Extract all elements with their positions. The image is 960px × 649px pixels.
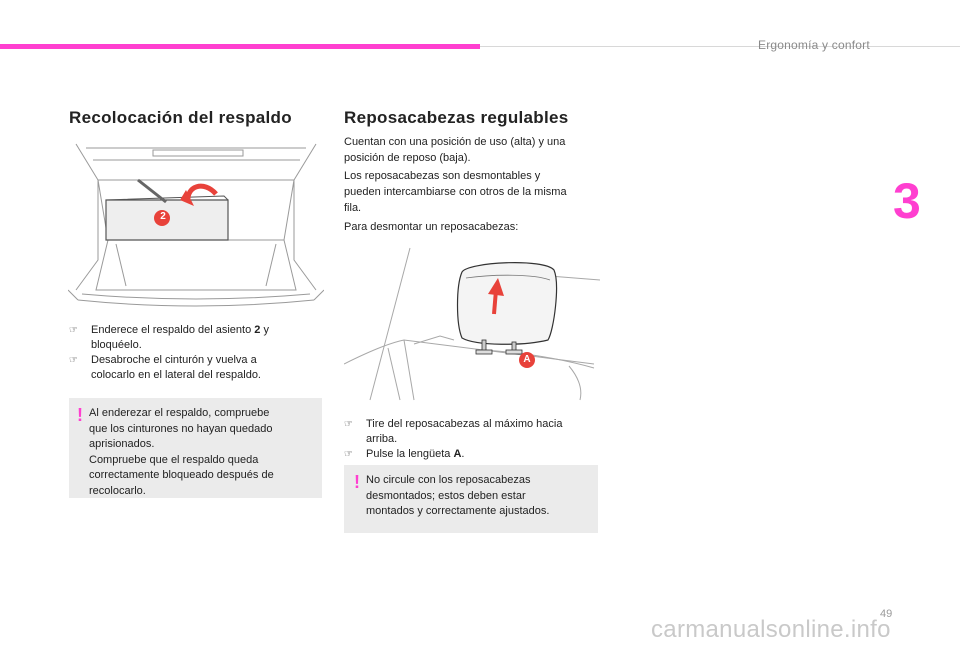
warning-icon: ! (77, 405, 83, 425)
headrest-illustration (344, 244, 600, 402)
warning-icon: ! (354, 472, 360, 492)
header-accent-bar (0, 44, 480, 49)
section-title: Ergonomía y confort (758, 38, 870, 52)
chapter-number: 3 (893, 173, 921, 229)
paragraph-positions: Cuentan con una posición de uso (alta) y una posición de reposo (baja). (344, 136, 566, 164)
heading-backrest-repositioning: Recolocación del respaldo (69, 108, 292, 127)
list-item: ☞ Pulse la lengüeta A. (344, 448, 465, 460)
header-divider (480, 46, 960, 47)
bullet-marker-icon: ☞ (69, 325, 78, 336)
heading-adjustable-headrests: Reposacabezas regulables (344, 108, 569, 127)
paragraph-removable: Los reposacabezas son desmontables y pueden intercambiarse con otros de la misma fila. (344, 170, 567, 214)
figure-label-2: 2 (160, 211, 166, 222)
list-item: ☞ Tire del reposacabezas al máximo hacia arriba. (344, 418, 563, 445)
bullet-marker-icon: ☞ (344, 449, 353, 460)
figure-label-a: A (523, 354, 531, 365)
bullet-marker-icon: ☞ (69, 355, 78, 366)
paragraph-remove-intro: Para desmontar un reposacabezas: (344, 221, 519, 233)
warning-box-headrests: ! No circule con los reposacabezas desmontados; estos deben estar montados y correctamente ajustados. (344, 465, 598, 533)
list-item: ☞ Enderece el respaldo del asiento 2 y bloquéelo. (69, 324, 269, 351)
warning-box-backrest: ! Al enderezar el respaldo, compruebe que los cinturones no hayan quedado aprisionados. Compruebe que el respaldo queda correctamente bloqueado después de recolocarlo. (69, 398, 322, 498)
watermark-text: carmanualsonline.info (651, 616, 891, 643)
page-number: 49 (880, 608, 893, 620)
bullet-marker-icon: ☞ (344, 419, 353, 430)
list-item: ☞ Desabroche el cinturón y vuelva a colocarlo en el lateral del respaldo. (69, 354, 261, 381)
trunk-illustration (68, 140, 324, 312)
